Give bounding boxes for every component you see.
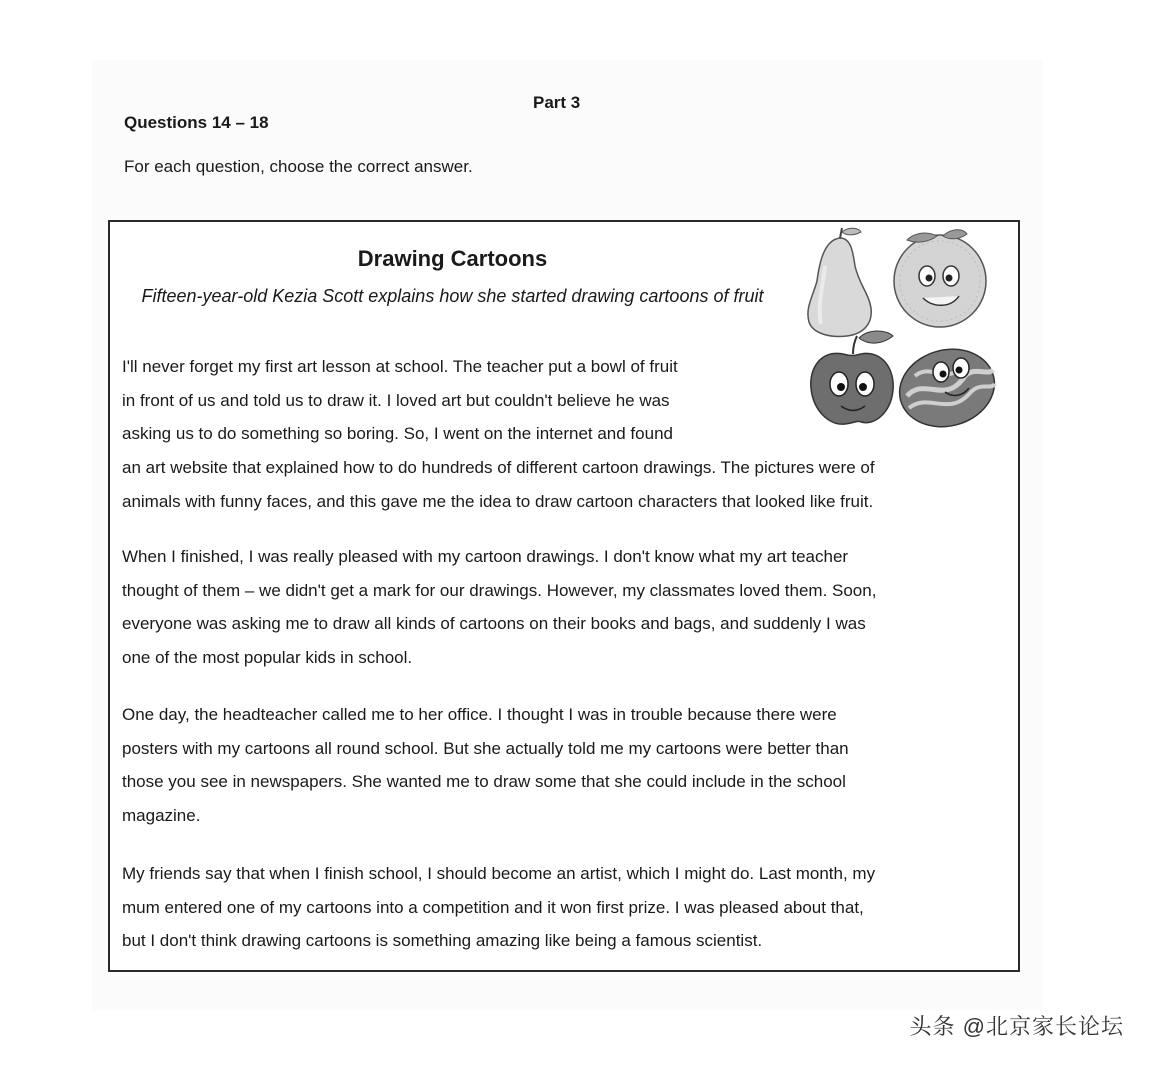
paragraph-line: posters with my cartoons all round school. But she actually told me my cartoons were better than — [122, 738, 849, 758]
paragraph-line: When I finished, I was really pleased with my cartoon drawings. I don't know what my art teacher — [122, 547, 849, 566]
paragraph-3 — [122, 698, 1010, 832]
paragraph-line: I'll never forget my first art lesson at school. The teacher put a bowl of fruit — [122, 357, 678, 376]
paragraph-1-top — [122, 350, 777, 451]
instruction-text: For each question, choose the correct answer. — [124, 157, 473, 176]
paragraph-line: those you see in newspapers. She wanted me to draw some that she could include in the school — [122, 772, 846, 791]
paragraph-line: but I don't think drawing cartoons is something amazing like being a famous scientist. — [122, 931, 763, 950]
paragraph-line: animals with funny faces, and this gave me the idea to draw cartoon characters that looked like fruit. — [122, 491, 874, 511]
pear-icon — [808, 228, 871, 336]
fruit-cartoons-illustration — [795, 226, 1005, 436]
paragraph-line: magazine. — [122, 805, 201, 825]
paragraph-2 — [122, 540, 1010, 674]
paragraph-line: My friends say that when I finish school, I should become an artist, which I might do. Last month, my — [122, 864, 876, 883]
paragraph-line: thought of them – we didn't get a mark for our drawings. However, my classmates loved them. Soon, — [122, 580, 877, 600]
article-subtitle: Fifteen-year-old Kezia Scott explains how she started drawing cartoons of fruit — [141, 286, 764, 306]
paragraph-line: in front of us and told us to draw it. I loved art but couldn't believe he was — [122, 390, 670, 410]
paragraph-line: asking us to do something so boring. So, I went on the internet and found — [122, 424, 673, 443]
article-box — [108, 220, 1020, 972]
paragraph-line: an art website that explained how to do hundreds of different cartoon drawings. The pictures were of — [122, 458, 875, 477]
paragraph-line: one of the most popular kids in school. — [122, 647, 413, 667]
apple-face-icon — [811, 331, 893, 424]
paragraph-1-bottom — [122, 451, 1010, 518]
paragraph-line: One day, the headteacher called me to her office. I thought I was in trouble because there were — [122, 705, 837, 724]
watermelon-face-icon — [891, 339, 1003, 436]
part-heading: Part 3 — [533, 93, 581, 112]
questions-heading: Questions 14 – 18 — [124, 113, 269, 132]
orange-face-icon — [894, 230, 986, 327]
paragraph-line: everyone was asking me to draw all kinds of cartoons on their books and bags, and suddenly I was — [122, 614, 866, 633]
article-title: Drawing Cartoons — [357, 246, 548, 271]
paragraph-line: mum entered one of my cartoons into a competition and it won first prize. I was pleased about that, — [122, 897, 864, 917]
watermark-text: 头条 @北京家长论坛 — [909, 1014, 1124, 1039]
paragraph-4 — [122, 857, 1010, 958]
